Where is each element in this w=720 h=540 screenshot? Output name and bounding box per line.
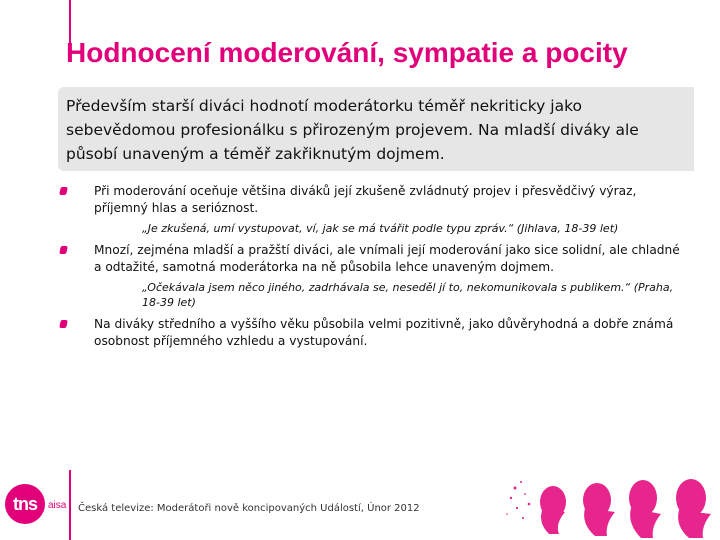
bullet-quote: „Očekávala jsem něco jiného, zadrhávala se, neseděl jí to, nekomunikovala s publikem.“ (Praha, 18-39 let) [142,281,674,309]
slide-title: Hodnocení moderování, sympatie a pocity [66,37,628,68]
bullet-item [60,183,690,236]
tns-logo: tns [5,484,45,524]
footer-source: Česká televize: Moderátoři nově koncipovaných Událostí, Únor 2012 [78,503,420,514]
bullet-text: Mnozí, zejména mladší a pražští diváci, ale vnímali její moderování jako sice solidní, ale chladné a odtažité, samotná moderátorka na ně působila lehce unaveným dojmem. [94,243,680,274]
bullet-text: Na diváky středního a vyššího věku působila velmi pozitivně, jako důvěryhodná a dobře známá osobnost příjemného vzhledu a vystupování. [94,317,674,348]
bullet-text: Při moderování oceňuje většina diváků její zkušeně zvládnutý projev i přesvědčivý výraz, příjemný hlas a serióznost. [94,184,637,215]
bullet-quote: „Je zkušená, umí vystupovat, ví, jak se má tvářit podle typu zpráv.“ (Jihlava, 18-39 let) [142,222,619,235]
accent-line-bottom [69,470,71,540]
bullet-marker-icon [59,320,68,328]
decorative-heads-graphic [505,468,720,540]
bullet-item [60,242,690,310]
bullet-marker-icon [59,187,68,195]
summary-text: Především starší diváci hodnotí moderátorku téměř nekriticky jako sebevědomou profesionálku s přirozeným projevem. Na mladší diváky ale působí unaveným a téměř zakřiknutým dojmem. [66,97,639,163]
bullet-item [60,316,690,350]
bullet-marker-icon [59,246,68,254]
logo-subtext: aisa [48,500,67,511]
bullet-list [60,183,690,350]
